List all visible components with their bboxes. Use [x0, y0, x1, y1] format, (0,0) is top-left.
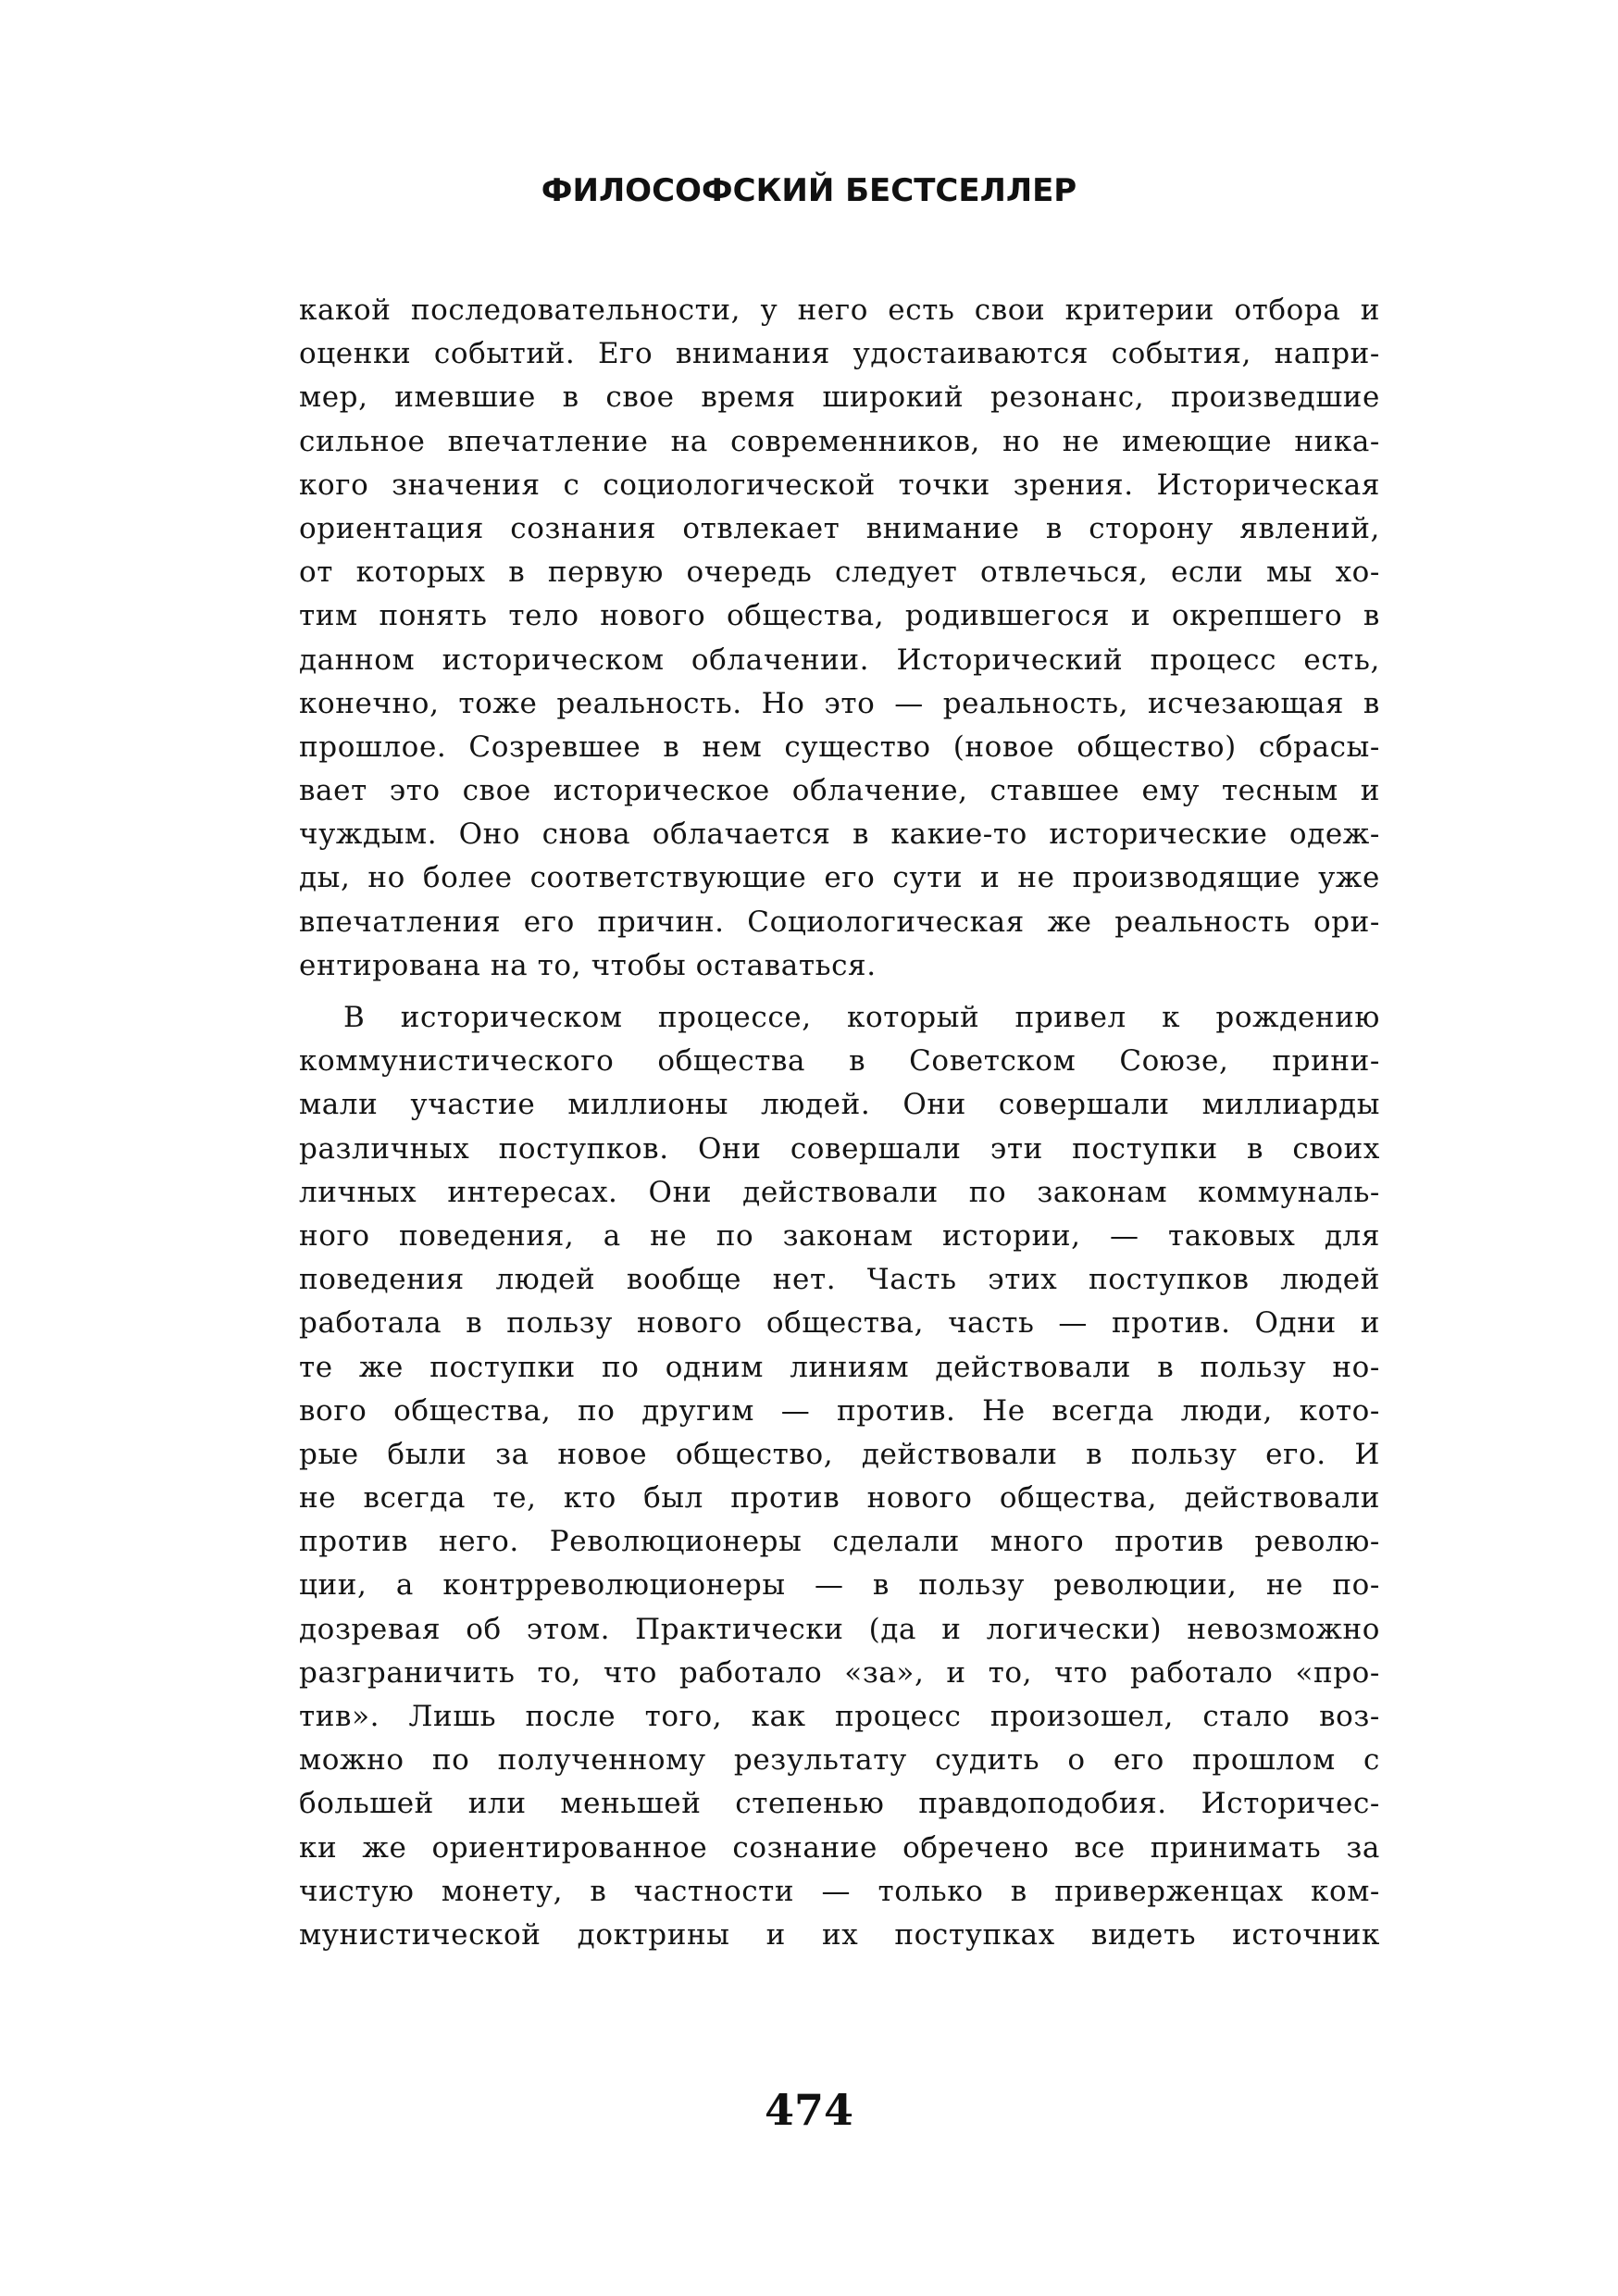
text-line: разграничить то, что работало «за», и то, что работало «про- — [299, 1655, 1380, 1690]
text-line: ного поведения, а не по законам истории, — таковых для — [299, 1218, 1380, 1253]
text-line: от которых в первую очередь следует отвлечься, если мы хо- — [299, 555, 1380, 590]
paragraph-spacer — [299, 988, 1380, 996]
running-title: ФИЛОСОФСКИЙ БЕСТСЕЛЛЕР — [541, 172, 1077, 209]
text-line: те же поступки по одним линиям действовали в пользу но- — [299, 1350, 1380, 1384]
text-line: оценки событий. Его внимания удостаиваются события, напри- — [299, 337, 1380, 371]
paragraph-1 — [299, 289, 1380, 988]
text-line: большей или меньшей степенью правдоподобия. Историчес- — [299, 1787, 1380, 1821]
text-line: чистую монету, в частности — только в приверженцах ком- — [299, 1874, 1380, 1908]
text-line: ды, но более соответствующие его сути и не производящие уже — [299, 861, 1380, 895]
page-number: 474 — [764, 2085, 854, 2135]
text-line: ентирована на то, чтобы оставаться. — [299, 948, 877, 982]
text-line: личных интересах. Они действовали по законам коммуналь- — [299, 1175, 1380, 1209]
text-line: работала в пользу нового общества, часть — против. Одни и — [299, 1306, 1380, 1341]
text-line: В историческом процессе, который привел к рождению — [343, 1001, 1380, 1034]
text-line: вает это свое историческое облачение, ставшее ему тесным и — [299, 774, 1380, 808]
text-line: дозревая об этом. Практически (да и логически) невозможно — [299, 1612, 1380, 1646]
text-line: тим понять тело нового общества, родившегося и окрепшего в — [299, 599, 1380, 633]
text-line: не всегда те, кто был против нового общества, действовали — [299, 1481, 1380, 1516]
text-line: рые были за новое общество, действовали в пользу его. И — [299, 1437, 1380, 1471]
text-line: поведения людей вообще нет. Часть этих поступков людей — [299, 1263, 1380, 1297]
paragraph-2 — [299, 996, 1380, 1957]
text-line: тив». Лишь после того, как процесс произошел, стало воз- — [299, 1700, 1380, 1733]
text-line: мунистической доктрины и их поступках видеть источник — [299, 1917, 1380, 1952]
text-line: прошлое. Созревшее в нем существо (новое общество) сбрасы- — [299, 730, 1380, 764]
text-line: чуждым. Оно снова облачается в какие-то исторические одеж- — [299, 817, 1380, 852]
body-text — [299, 289, 1380, 1957]
text-line: ции, а контрреволюционеры — в пользу революции, не по- — [299, 1568, 1380, 1603]
text-line: ки же ориентированное сознание обречено все принимать за — [299, 1830, 1380, 1865]
text-line: впечатления его причин. Социологическая же реальность ори- — [299, 905, 1380, 939]
text-line: различных поступков. Они совершали эти поступки в своих — [299, 1131, 1380, 1166]
text-line: сильное впечатление на современников, но не имеющие ника- — [299, 424, 1380, 458]
text-line: против него. Революционеры сделали много против револю- — [299, 1525, 1380, 1559]
text-line: мер, имевшие в свое время широкий резонанс, произведшие — [299, 381, 1380, 415]
text-line: кого значения с социологической точки зрения. Историческая — [299, 468, 1380, 502]
text-line: вого общества, по другим — против. Не всегда люди, кото- — [299, 1393, 1380, 1428]
text-line: данном историческом облачении. Исторический процесс есть, — [299, 643, 1380, 677]
text-line: коммунистического общества в Советском Союзе, прини- — [299, 1044, 1380, 1079]
text-line: ориентация сознания отвлекает внимание в сторону явлений, — [299, 511, 1380, 545]
text-line: мали участие миллионы людей. Они совершали миллиарды — [299, 1088, 1380, 1122]
text-line: какой последовательности, у него есть свои критерии отбора и — [299, 293, 1380, 327]
text-line: конечно, тоже реальность. Но это — реальность, исчезающая в — [299, 686, 1380, 720]
text-line: можно по полученному результату судить о его прошлом с — [299, 1743, 1380, 1778]
